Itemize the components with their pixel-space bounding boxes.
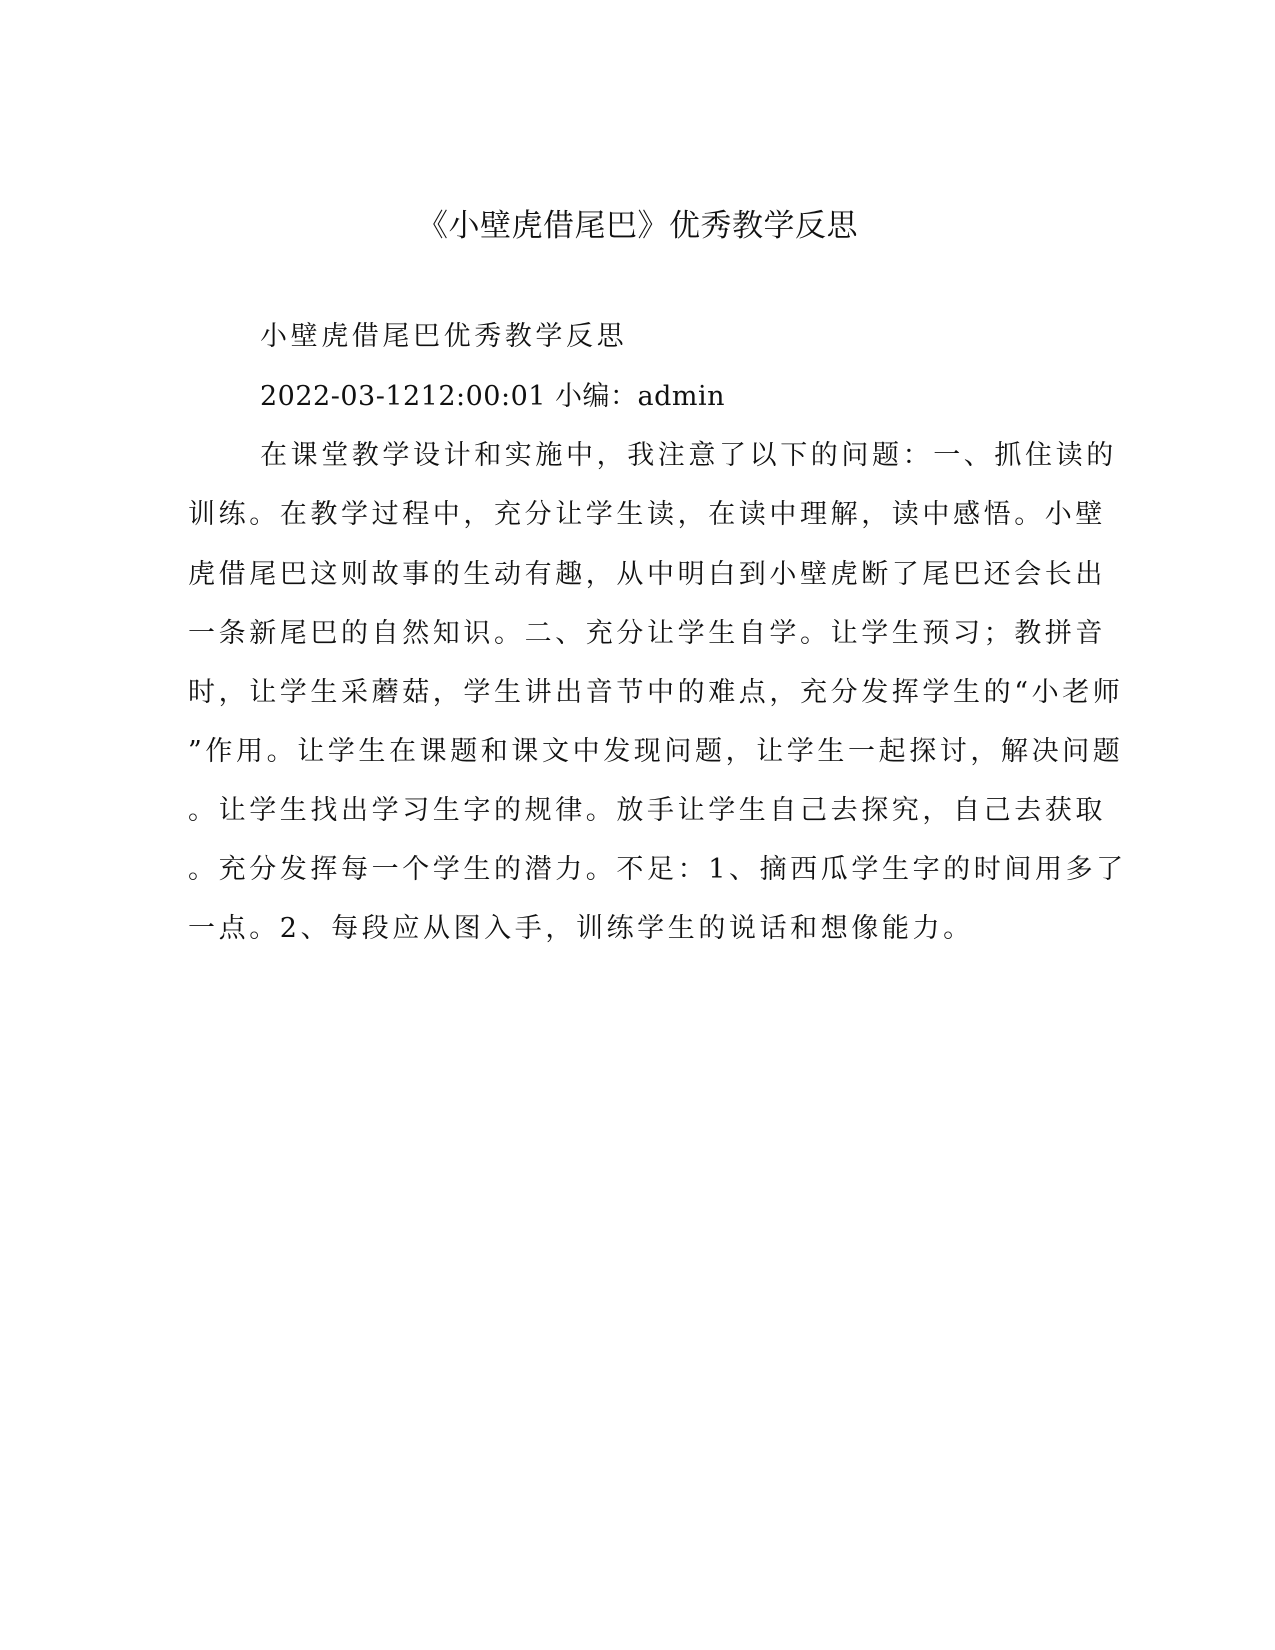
article-subtitle: 小壁虎借尾巴优秀教学反思 bbox=[260, 321, 628, 352]
body-line: 虎借尾巴这则故事的生动有趣，从中明白到小壁虎断了尾巴还会长出 bbox=[188, 559, 1106, 590]
article-meta: 2022-03-1212:00:01 小编：admin bbox=[260, 381, 726, 412]
body-line: 一点。2、每段应从图入手，训练学生的说话和想像能力。 bbox=[188, 913, 974, 944]
document-title: 《小壁虎借尾巴》优秀教学反思 bbox=[417, 208, 858, 244]
body-line: ”作用。让学生在课题和课文中发现问题，让学生一起探讨，解决问题 bbox=[188, 736, 1124, 767]
body-line: 在课堂教学设计和实施中，我注意了以下的问题：一、抓住读的 bbox=[260, 440, 1117, 471]
body-line: 时，让学生采蘑菇，学生讲出音节中的难点，充分发挥学生的“小老师 bbox=[188, 677, 1124, 708]
body-line: 。让学生找出学习生字的规律。放手让学生自己去探究，自己去获取 bbox=[188, 795, 1106, 826]
body-line: 训练。在教学过程中，充分让学生读，在读中理解，读中感悟。小壁 bbox=[188, 499, 1106, 530]
body-line: 。充分发挥每一个学生的潜力。不足：1、摘西瓜学生字的时间用多了 bbox=[188, 854, 1127, 885]
body-line: 一条新尾巴的自然知识。二、充分让学生自学。让学生预习；教拼音 bbox=[188, 618, 1106, 649]
